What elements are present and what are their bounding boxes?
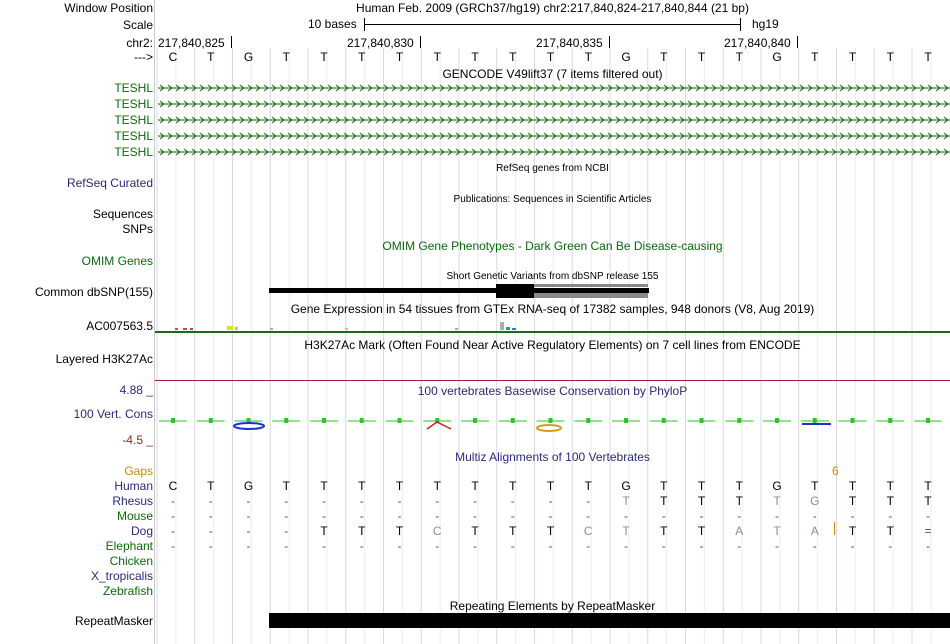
sequences-track-label[interactable]: Sequences [92,207,153,221]
alignment-base: - [699,539,704,553]
alignment-base: - [624,539,628,553]
position-tick [420,36,421,48]
alignment-base: T [886,524,894,538]
reference-base: T [886,50,894,64]
alignment-base: T [697,494,706,508]
publications-track-title[interactable]: Publications: Sequences in Scientific Articles [453,194,652,205]
phylop-score-bar [209,418,213,423]
gencode-track-title[interactable]: GENCODE V49lift37 (7 items filtered out) [442,67,663,81]
alignment-base: T [509,479,517,493]
alignment-base: - [473,494,477,508]
reference-base: T [924,50,932,64]
alignment-base: T [395,524,404,538]
reference-base: T [433,50,441,64]
alignment-base: - [775,509,779,523]
alignment-base: T [811,479,819,493]
reference-base: T [320,50,328,64]
reference-base: T [660,50,668,64]
alignment-base: - [359,509,364,523]
alignment-base: T [848,494,857,508]
alignment-base: A [810,524,819,538]
gencode-item-label[interactable]: TESHL [114,81,153,95]
alignment-base: A [735,524,744,538]
reference-base: T [471,50,479,64]
alignment-base: T [282,479,290,493]
alignment-base: C [583,524,593,538]
alignment-base: - [737,539,742,553]
phylop-score-bar [511,418,515,423]
position-label: 217,840,835 [536,36,603,50]
alignment-base: T [358,524,366,538]
phylop-score-bar [473,418,477,423]
reference-base: T [697,50,706,64]
phylop-logo-c [537,425,561,431]
position-label: 217,840,830 [347,36,414,50]
alignment-base: - [661,509,666,523]
repeatmasker-track-title[interactable]: Repeating Elements by RepeatMasker [449,599,656,613]
scale-label: Scale [122,18,153,32]
alignment-base: T [546,524,555,538]
dbsnp-track-label[interactable]: Common dbSNP(155) [34,285,153,299]
phylop-score-bar [322,418,326,423]
reference-base: G [621,50,631,64]
alignment-base: - [812,509,817,523]
alignment-base: - [473,539,477,553]
reference-base: C [168,50,178,64]
reference-base: T [509,50,517,64]
scale-text: 10 bases [308,17,357,31]
alignment-base: T [848,524,857,538]
alignment-base: T [622,494,630,508]
phylop-track-title[interactable]: 100 vertebrates Basewise Conservation by PhyloP [417,384,688,398]
phylop-score-bar [549,418,553,423]
alignment-base: - [359,539,364,553]
alignment-base: - [246,509,251,523]
alignment-base: - [246,494,251,508]
window-position-text[interactable]: Human Feb. 2009 (GRCh37/hg19) chr2:217,840,824-217,840,844 (21 bp) [356,1,749,15]
phylop-score-bar [775,418,779,423]
gtex-track-label[interactable]: AC007563.5 [86,319,153,333]
alignment-base: - [322,494,326,508]
gencode-item-label[interactable]: TESHL [114,129,153,143]
position-label: 217,840,825 [158,36,225,50]
alignment-base: C [168,479,178,493]
gencode-item-label[interactable]: TESHL [114,145,153,159]
alignment-base: T [660,494,668,508]
h3k27ac-track-title[interactable]: H3K27Ac Mark (Often Found Near Active Regulatory Elements) on 7 cell lines from ENCODE [304,338,801,352]
alignment-base: T [848,479,857,493]
alignment-base: - [548,494,553,508]
alignment-base: T [433,479,441,493]
gtex-track-title[interactable]: Gene Expression in 54 tissues from GTEx RNA-seq of 17382 samples, 948 donors (V8, Aug 2019) [290,302,815,316]
alignment-base: - [548,539,553,553]
alignment-base: - [208,524,213,538]
gap-count: 6 [832,464,839,478]
alignment-base: T [320,479,328,493]
alignment-base: - [888,509,893,523]
gaps-label: Gaps [124,464,153,478]
alignment-base: - [586,509,591,523]
phylop-score-bar [398,418,402,423]
alignment-base: T [886,479,894,493]
dog-gap-marker [834,522,835,535]
alignment-base: T [886,494,894,508]
alignment-base: - [850,539,855,553]
phylop-logo-a [427,422,451,429]
alignment-base: - [284,524,289,538]
alignment-base: - [322,509,326,523]
alignment-base: - [435,539,440,553]
dbsnp-grey-block[interactable] [534,293,648,298]
alignment-base: - [548,509,553,523]
alignment-base: - [284,494,289,508]
species-label[interactable]: Rhesus [112,494,153,508]
gencode-transcript[interactable] [158,132,950,140]
phylop-conservation-plot[interactable] [155,410,950,434]
reference-base: T [395,50,404,64]
alignment-base: - [473,509,477,523]
alignment-base: T [660,479,668,493]
alignment-base: T [207,479,215,493]
gencode-transcript[interactable] [158,100,950,108]
chrom-label: chr2: [126,36,153,50]
alignment-base: G [243,479,254,493]
alignment-base: - [699,509,704,523]
reference-base: T [584,50,592,64]
strand-label: ---> [134,50,153,64]
gtex-expression-bars[interactable] [155,318,950,334]
phylop-score-bar [624,418,628,423]
phylop-score-bar [662,418,666,423]
alignment-base: - [208,509,213,523]
alignment-base: T [735,494,743,508]
alignment-base: - [397,539,402,553]
alignment-base: - [435,509,440,523]
alignment-base: - [246,524,251,538]
alignment-base: - [284,509,289,523]
scale-bar-left-tick [364,18,365,31]
omim-track-label[interactable]: OMIM Genes [81,254,153,268]
alignment-base: G [772,479,782,493]
alignment-base: - [246,539,251,553]
phylop-score-bar [926,418,930,423]
dbsnp-grey-block[interactable] [534,284,648,287]
species-label[interactable]: Zebrafish [102,584,153,598]
reference-base: T [546,50,555,64]
alignment-base: T [546,479,555,493]
alignment-base: - [359,494,364,508]
alignment-base: T [697,479,706,493]
phylop-max-label: 4.88 _ [119,383,153,397]
gencode-transcript[interactable] [158,84,950,92]
phylop-score-bar [737,418,741,423]
reference-base: T [735,50,743,64]
reference-base: T [848,50,857,64]
reference-base: T [207,50,215,64]
phylop-logo-g [234,423,264,429]
phylop-score-bar [586,418,590,423]
position-tick [231,36,232,48]
alignment-base: - [171,494,175,508]
phylop-score-bar [851,418,855,423]
alignment-base: - [775,539,779,553]
reference-base: G [772,50,782,64]
alignment-base: - [661,539,666,553]
phylop-track-label[interactable]: 100 Vert. Cons [73,407,153,421]
species-label[interactable]: Dog [130,524,153,538]
alignment-base: T [509,524,517,538]
alignment-base: T [471,524,479,538]
repeatmasker-track-label[interactable]: RepeatMasker [74,614,153,628]
alignment-base: - [397,494,402,508]
alignment-base: T [395,479,404,493]
dbsnp-track-title[interactable]: Short Genetic Variants from dbSNP release 155 [446,271,659,282]
gencode-item-label[interactable]: TESHL [114,97,153,111]
species-label[interactable]: Mouse [116,509,153,523]
alignment-base: - [171,524,175,538]
species-label[interactable]: X_tropicalis [90,569,153,583]
phylop-score-bar [284,418,288,423]
alignment-base: T [660,524,668,538]
alignment-base: - [208,539,213,553]
alignment-base: T [735,479,743,493]
h3k27ac-signal-line [155,380,950,381]
alignment-base: - [510,539,515,553]
phylop-score-bar [813,418,817,423]
species-label[interactable]: Elephant [105,539,153,553]
phylop-score-bar [171,418,175,423]
alignment-base: - [208,494,213,508]
position-tick [609,36,610,48]
repeatmasker-element[interactable] [269,613,950,628]
position-tick [797,36,798,48]
alignment-base: - [284,539,289,553]
alignment-base: - [737,509,742,523]
multiz-track-title[interactable]: Multiz Alignments of 100 Vertebrates [455,450,650,464]
alignment-base: T [622,524,630,538]
dbsnp-thick-block[interactable] [496,284,534,298]
alignment-base: - [812,539,817,553]
alignment-base: T [773,494,781,508]
omim-track-title[interactable]: OMIM Gene Phenotypes - Dark Green Can Be Disease-causing [382,239,723,253]
alignment-base: T [358,479,366,493]
scale-bar-right-tick [740,18,741,31]
alignment-base: T [773,524,781,538]
phylop-score-bar [360,418,364,423]
alignment-base: = [924,524,932,538]
reference-base: G [243,50,254,64]
alignment-base: - [888,539,893,553]
reference-base: T [811,50,819,64]
gencode-item-label[interactable]: TESHL [114,113,153,127]
alignment-base: C [432,524,442,538]
gencode-transcript[interactable] [158,116,950,124]
alignment-base: - [586,494,591,508]
h3k27ac-track-label[interactable]: Layered H3K27Ac [55,352,153,366]
phylop-score-bar [888,418,892,423]
alignment-base: - [322,539,326,553]
alignment-base: - [171,539,175,553]
alignment-base: - [624,509,628,523]
alignment-base: T [320,524,328,538]
position-label: 217,840,840 [724,36,791,50]
alignment-base: T [584,479,592,493]
alignment-base: - [850,509,855,523]
alignment-base: - [435,494,440,508]
refseq-track-title[interactable]: RefSeq genes from NCBI [496,163,609,174]
alignment-base: - [510,509,515,523]
alignment-base: - [510,494,515,508]
alignment-base: - [171,509,175,523]
alignment-base: - [926,539,930,553]
alignment-base: - [586,539,591,553]
refseq-track-label[interactable]: RefSeq Curated [66,176,153,190]
alignment-base: - [397,509,402,523]
phylop-score-bar [700,418,704,423]
alignment-base: T [924,494,932,508]
snps-track-label[interactable]: SNPs [122,222,153,236]
species-label[interactable]: Human [114,479,153,493]
alignment-base: T [697,524,706,538]
species-label[interactable]: Chicken [109,554,153,568]
alignment-base: T [924,479,932,493]
assembly-label: hg19 [752,17,779,31]
alignment-base: G [621,479,631,493]
window-position-label: Window Position [64,1,153,15]
alignment-base: G [810,494,820,508]
phylop-min-label: -4.5 _ [122,433,153,447]
alignment-base: T [471,479,479,493]
gencode-transcript[interactable] [158,148,950,156]
reference-base: T [358,50,366,64]
alignment-base: - [926,509,930,523]
reference-base: T [282,50,290,64]
scale-bar [364,24,741,25]
